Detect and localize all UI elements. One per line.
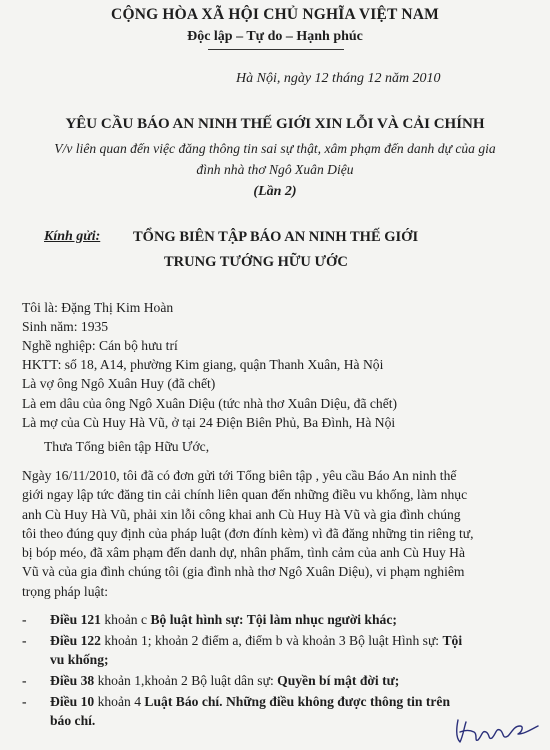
body-line: trọng pháp luật:: [22, 583, 109, 599]
sender-relation-1: Là vợ ông Ngô Xuân Huy (đã chết): [22, 376, 216, 391]
national-title: CỘNG HÒA XÃ HỘI CHỦ NGHĨA VIỆT NAM: [111, 6, 439, 23]
law-article: Điều 10: [50, 694, 95, 709]
handwritten-signature: [452, 712, 542, 746]
body-paragraph: [22, 466, 536, 601]
law-item: - Điều 122 khoản 1; khoản 2 điểm a, điểm b và khoản 3 Bộ luật Hình sự: Tội vu khống;: [22, 633, 463, 667]
list-dash: -: [22, 633, 27, 648]
body-line: giới ngay lập tức đăng tin cải chính liên quan đến những điều vu khống, làm nhục: [22, 487, 468, 503]
document-title: YÊU CẦU BÁO AN NINH THẾ GIỚI XIN LỖI VÀ CẢI CHÍNH: [65, 116, 485, 132]
law-offense: Tội làm nhục người khác;: [246, 612, 397, 627]
place-date: Hà Nội, ngày 12 tháng 12 năm 2010: [236, 71, 441, 86]
law-article: Điều 38: [50, 673, 95, 688]
list-dash: -: [22, 694, 27, 709]
submission-number: (Lần 2): [253, 184, 297, 199]
recipient-label: Kính gửi:: [44, 229, 101, 244]
law-article: Điều 121: [50, 612, 101, 627]
body-line: Vũ và của gia đình chúng tôi (gia đình nhà thơ Ngô Xuân Diệu), vi phạm nghiêm: [22, 564, 465, 580]
list-dash: -: [22, 612, 27, 627]
body-line: anh Cù Huy Hà Vũ, phải xin lỗi công khai anh Cù Huy Hà Vũ và gia đình chúng: [22, 506, 461, 522]
law-offense: Quyền bí mật đời tư;: [277, 673, 400, 688]
sender-address: HKTT: số 18, A14, phường Kim giang, quận Thanh Xuân, Hà Nội: [22, 357, 384, 372]
sender-relation-3: Là mợ của Cù Huy Hà Vũ, ở tại 24 Điện Biên Phủ, Ba Đình, Hà Nội: [22, 415, 396, 430]
sender-birth-year: Sinh năm: 1935: [22, 319, 109, 334]
sender-relation-2: Là em dâu của ông Ngô Xuân Diệu (tức nhà thơ Xuân Diệu, đã chết): [22, 396, 398, 411]
law-item: - Điều 10 khoản 4 Luật Báo chí. Những điều không được thông tin trên báo chí.: [22, 694, 451, 728]
national-motto: Độc lập – Tự do – Hạnh phúc: [187, 29, 363, 44]
law-item: - Điều 38 khoản 1,khoản 2 Bộ luật dân sự: Quyền bí mật đời tư;: [22, 673, 400, 688]
greeting: Thưa Tổng biên tập Hữu Ước,: [44, 439, 210, 454]
subject-line-1: V/v liên quan đến việc đăng thông tin sai sự thật, xâm phạm đến danh dự của gia: [54, 141, 496, 156]
law-offense: Tội: [442, 633, 463, 648]
recipient-line-2: TRUNG TƯỚNG HỮU ƯỚC: [164, 254, 348, 270]
motto-underline: [208, 49, 344, 50]
body-line: tôi theo đúng quy định của pháp luật (đơn đính kèm) vì đã đăng những tin riêng tư,: [22, 525, 474, 541]
list-dash: -: [22, 673, 27, 688]
body-line: Ngày 16/11/2010, tôi đã có đơn gửi tới Tổng biên tập , yêu cầu Báo An ninh thế: [22, 468, 457, 483]
recipient-line-1: TỔNG BIÊN TẬP BÁO AN NINH THẾ GIỚI: [133, 229, 419, 245]
sender-occupation: Nghề nghiệp: Cán bộ hưu trí: [22, 338, 178, 353]
law-item: - Điều 121 khoản c Bộ luật hình sự: Tội làm nhục người khác;: [22, 612, 397, 627]
subject-line-2: đình nhà thơ Ngô Xuân Diệu: [196, 162, 354, 177]
sender-name: Tôi là: Đặng Thị Kim Hoàn: [22, 300, 174, 315]
law-article: Điều 122: [50, 633, 101, 648]
body-line: bị bóp méo, đã xâm phạm đến danh dự, nhân phẩm, tình cảm của anh Cù Huy Hà: [22, 545, 466, 561]
